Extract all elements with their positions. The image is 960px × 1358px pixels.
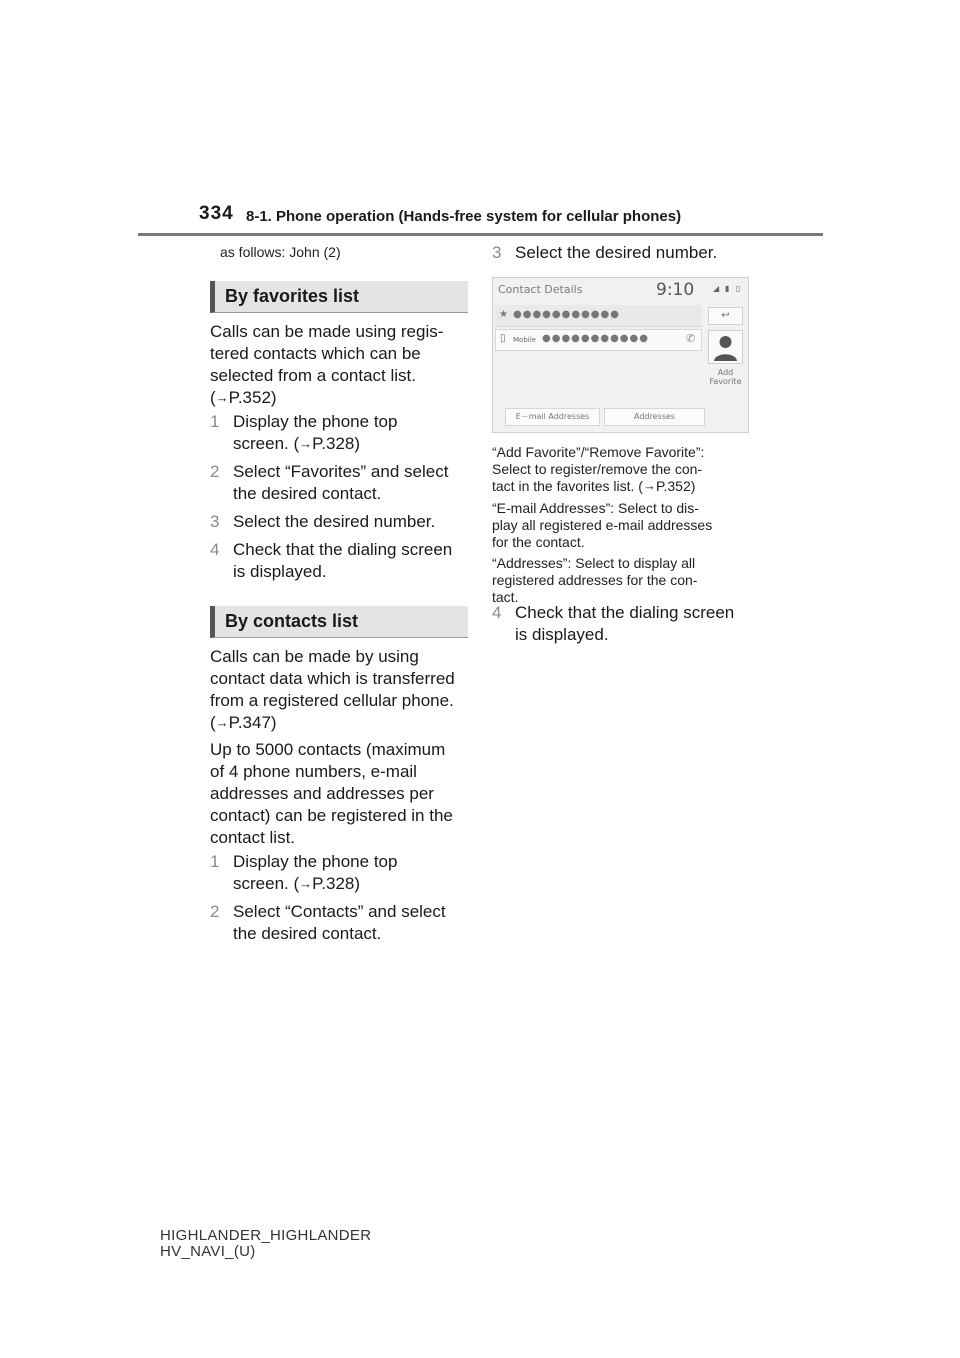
contacts-paragraph-2: Up to 5000 contacts (maximum of 4 phone numbers, e-mail addresses and addresses per contact) can be registered in the contact list. xyxy=(210,740,453,847)
section-title: 8-1. Phone operation (Hands-free system for cellular phones) xyxy=(246,208,682,225)
step-number: 1 xyxy=(210,852,220,871)
person-icon xyxy=(709,331,742,363)
note-add-favorite: “Add Favorite”/“Remove Favorite”: Select to register/remove the con- tact in the favorites list. (→P.352) xyxy=(492,444,705,494)
back-arrow-icon: ↩ xyxy=(721,310,730,321)
favorites-heading xyxy=(210,281,468,313)
step-number: 2 xyxy=(210,902,220,921)
back-button[interactable] xyxy=(708,307,743,325)
favorites-heading-text: By favorites list xyxy=(225,286,360,306)
contact-details-screen xyxy=(492,277,749,433)
arrow-right-icon: → xyxy=(215,715,229,730)
contacts-heading xyxy=(210,606,468,638)
battery-icon: ▮ xyxy=(725,284,730,293)
mobile-phone-icon: ▯ xyxy=(500,333,506,344)
phone-number: ●●●●●●●●●●● xyxy=(542,333,649,344)
note-addresses: “Addresses”: Select to display all registered addresses for the con- tact. xyxy=(492,555,698,605)
page-reference[interactable]: P.328 xyxy=(312,434,355,453)
note-email-addresses: “E-mail Addresses”: Select to dis- play all registered e-mail addresses for the contact. xyxy=(492,500,713,550)
contact-name: ●●●●●●●●●●● xyxy=(513,309,620,320)
page-reference[interactable]: P.328 xyxy=(312,874,355,893)
contacts-heading-text: By contacts list xyxy=(225,611,359,631)
step-number: 3 xyxy=(492,243,502,262)
contact-name-row xyxy=(495,305,702,327)
step-number: 4 xyxy=(210,540,220,559)
arrow-right-icon: → xyxy=(215,390,229,405)
phone-type-label: Mobile xyxy=(513,336,536,344)
favorites-paragraph: Calls can be made using regis- tered contacts which can be selected from a contact list. (→P.352) xyxy=(210,321,472,410)
step-number: 4 xyxy=(492,603,502,622)
intro-tail: as follows: John (2) xyxy=(220,244,341,260)
signal-icon: ◢ xyxy=(713,284,720,293)
addresses-button[interactable]: Addresses xyxy=(604,408,705,426)
arrow-right-icon: → xyxy=(299,436,313,451)
page-number: 334 xyxy=(199,203,234,224)
page-reference[interactable]: (→P.352) xyxy=(210,388,277,407)
phone-number-row[interactable] xyxy=(495,329,702,351)
page-reference[interactable]: P.352 xyxy=(655,478,691,494)
step-number: 2 xyxy=(210,462,220,481)
screen-clock: 9:10 xyxy=(656,280,695,300)
phone-status-icon: ▯ xyxy=(736,284,741,293)
email-addresses-button[interactable]: E－mail Addresses xyxy=(505,408,600,426)
page-reference[interactable]: (→P.347) xyxy=(210,713,277,732)
star-icon[interactable]: ★ xyxy=(499,309,509,320)
header-divider xyxy=(138,233,823,236)
call-icon[interactable]: ✆ xyxy=(686,332,696,345)
avatar xyxy=(708,330,743,364)
arrow-right-icon: → xyxy=(299,876,313,891)
arrow-right-icon: → xyxy=(642,478,656,493)
step-number: 3 xyxy=(210,512,220,531)
contacts-paragraph-1: Calls can be made by using contact data which is transferred from a registered cellular phone. (→P.347) xyxy=(210,646,472,735)
footer-model-code: HIGHLANDER_HIGHLANDER HV_NAVI_(U) xyxy=(160,1227,372,1260)
add-favorite-button[interactable]: Add Favorite xyxy=(709,368,742,386)
screen-title: Contact Details xyxy=(498,283,583,296)
step-number: 1 xyxy=(210,412,220,431)
